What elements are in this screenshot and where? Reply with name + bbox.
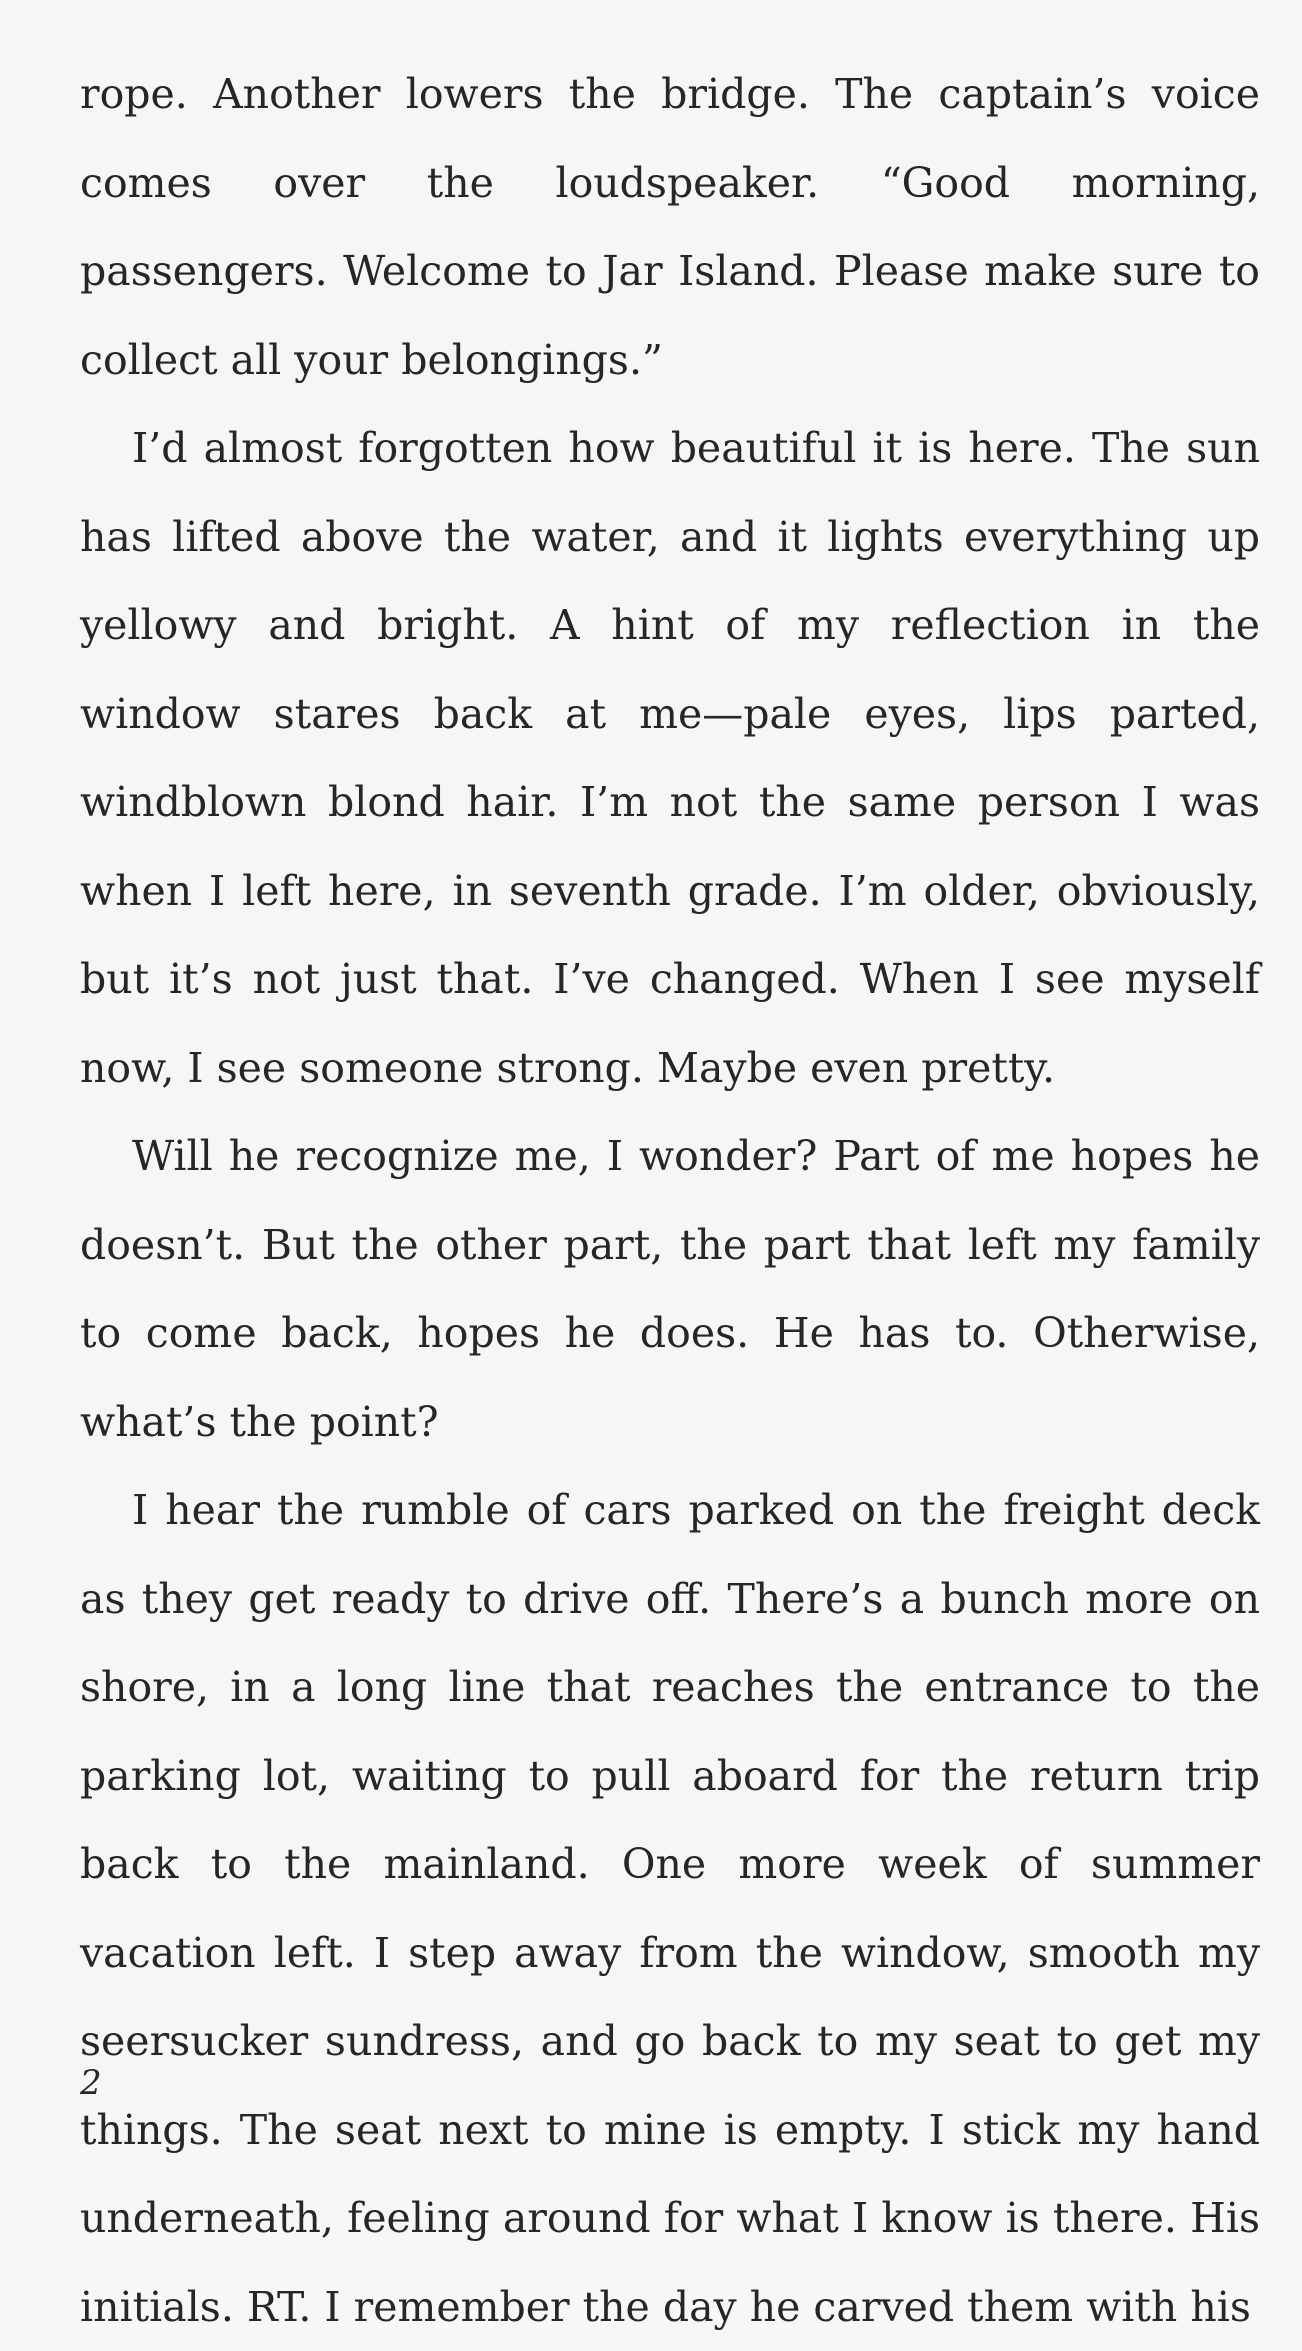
paragraph-1: rope. Another lowers the bridge. The captain’s voice comes over the loudspeaker. “Good morning, passengers. Welcome to Jar Island. Please make sure to collect all your belongings.”	[80, 70, 1260, 384]
paragraph-4: I hear the rumble of cars parked on the freight deck as they get ready to drive off. There’s a bunch more on shore, in a long line that reaches the entrance to the parking lot, waiting to pull aboard for the return trip back to the mainland. One more week of summer vacation left. I step away from the window, smooth my seersucker sundress, and go back to my seat to get my things. The seat next to mine is empty. I stick my hand underneath, feeling around for what I know is there. His initials. RT. I remember the day he carved them with his	[80, 1486, 1260, 2331]
paragraph-2: I’d almost forgotten how beautiful it is here. The sun has lifted above the water, and it lights everything up yellowy and bright. A hint of my reflection in the window stares back at me—pale eyes, lips parted, windblown blond hair. I’m not the same person I was when I left here, in seventh grade. I’m older, obviously, but it’s not just that. I’ve changed. When I see myself now, I see someone strong. Maybe even pretty.	[80, 424, 1260, 1092]
paragraph-3: Will he recognize me, I wonder? Part of me hopes he doesn’t. But the other part, the part that left my family to come back, hopes he does. He has to. Otherwise, what’s the point?	[80, 1132, 1260, 1446]
page-number: 2	[80, 2063, 102, 2103]
body-text	[80, 50, 1260, 2351]
